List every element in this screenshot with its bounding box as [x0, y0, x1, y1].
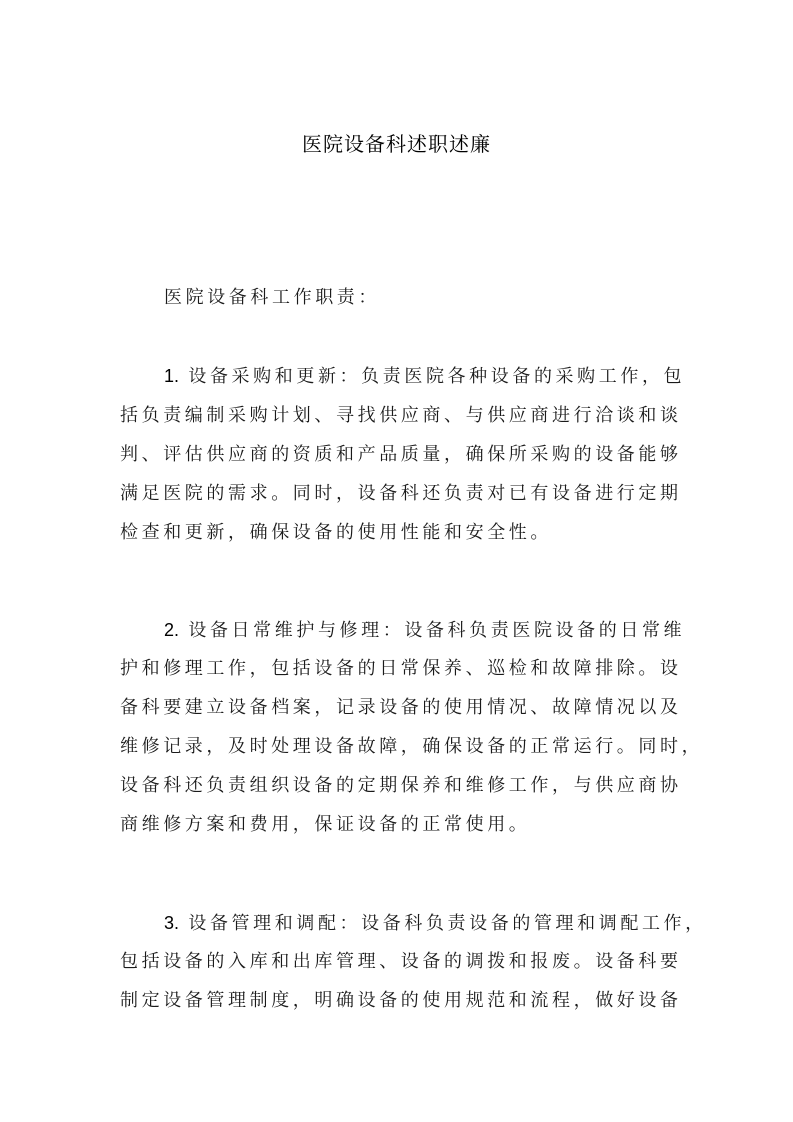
section-1-line-4: 满足医院的需求。同时，设备科还负责对已有设备进行定期 — [120, 483, 682, 504]
section-2-line-3: 备科要建立设备档案，记录设备的使用情况、故障情况以及 — [120, 697, 682, 718]
section-1-line-3: 判、评估供应商的资质和产品质量，确保所采购的设备能够 — [120, 444, 682, 465]
section-2-line-5: 设备科还负责组织设备的定期保养和维修工作，与供应商协 — [120, 775, 682, 796]
section-3-line-2: 包括设备的入库和出库管理、设备的调拨和报废。设备科要 — [120, 951, 682, 972]
section-number: 1. — [164, 366, 180, 386]
section-number: 3. — [164, 913, 180, 933]
section-1-line-2: 括负责编制采购计划、寻找供应商、与供应商进行洽谈和谈 — [120, 405, 682, 426]
section-1-line-1 — [164, 362, 724, 391]
section-number: 2. — [164, 620, 180, 640]
section-3-line-3: 制定设备管理制度，明确设备的使用规范和流程，做好设备 — [120, 990, 682, 1011]
intro-paragraph: 医院设备科工作职责： — [164, 287, 380, 308]
section-2-line-4: 维修记录，及时处理设备故障，确保设备的正常运行。同时， — [120, 736, 704, 757]
section-2-line-2: 护和修理工作，包括设备的日常保养、巡检和故障排除。设 — [120, 658, 682, 679]
paragraph-text: 设备日常维护与修理：设备科负责医院设备的日常维 — [188, 620, 686, 641]
document-title: 医院设备科述职述廉 — [302, 132, 491, 156]
paragraph-text: 设备采购和更新：负责医院各种设备的采购工作，包 — [188, 366, 686, 387]
section-1-line-5: 检查和更新，确保设备的使用性能和安全性。 — [120, 522, 552, 543]
section-2-line-1 — [164, 616, 724, 645]
paragraph-text: 设备管理和调配：设备科负责设备的管理和调配工作， — [188, 913, 707, 934]
section-3-line-1 — [164, 909, 724, 938]
section-2-line-6: 商维修方案和费用，保证设备的正常使用。 — [120, 814, 531, 835]
